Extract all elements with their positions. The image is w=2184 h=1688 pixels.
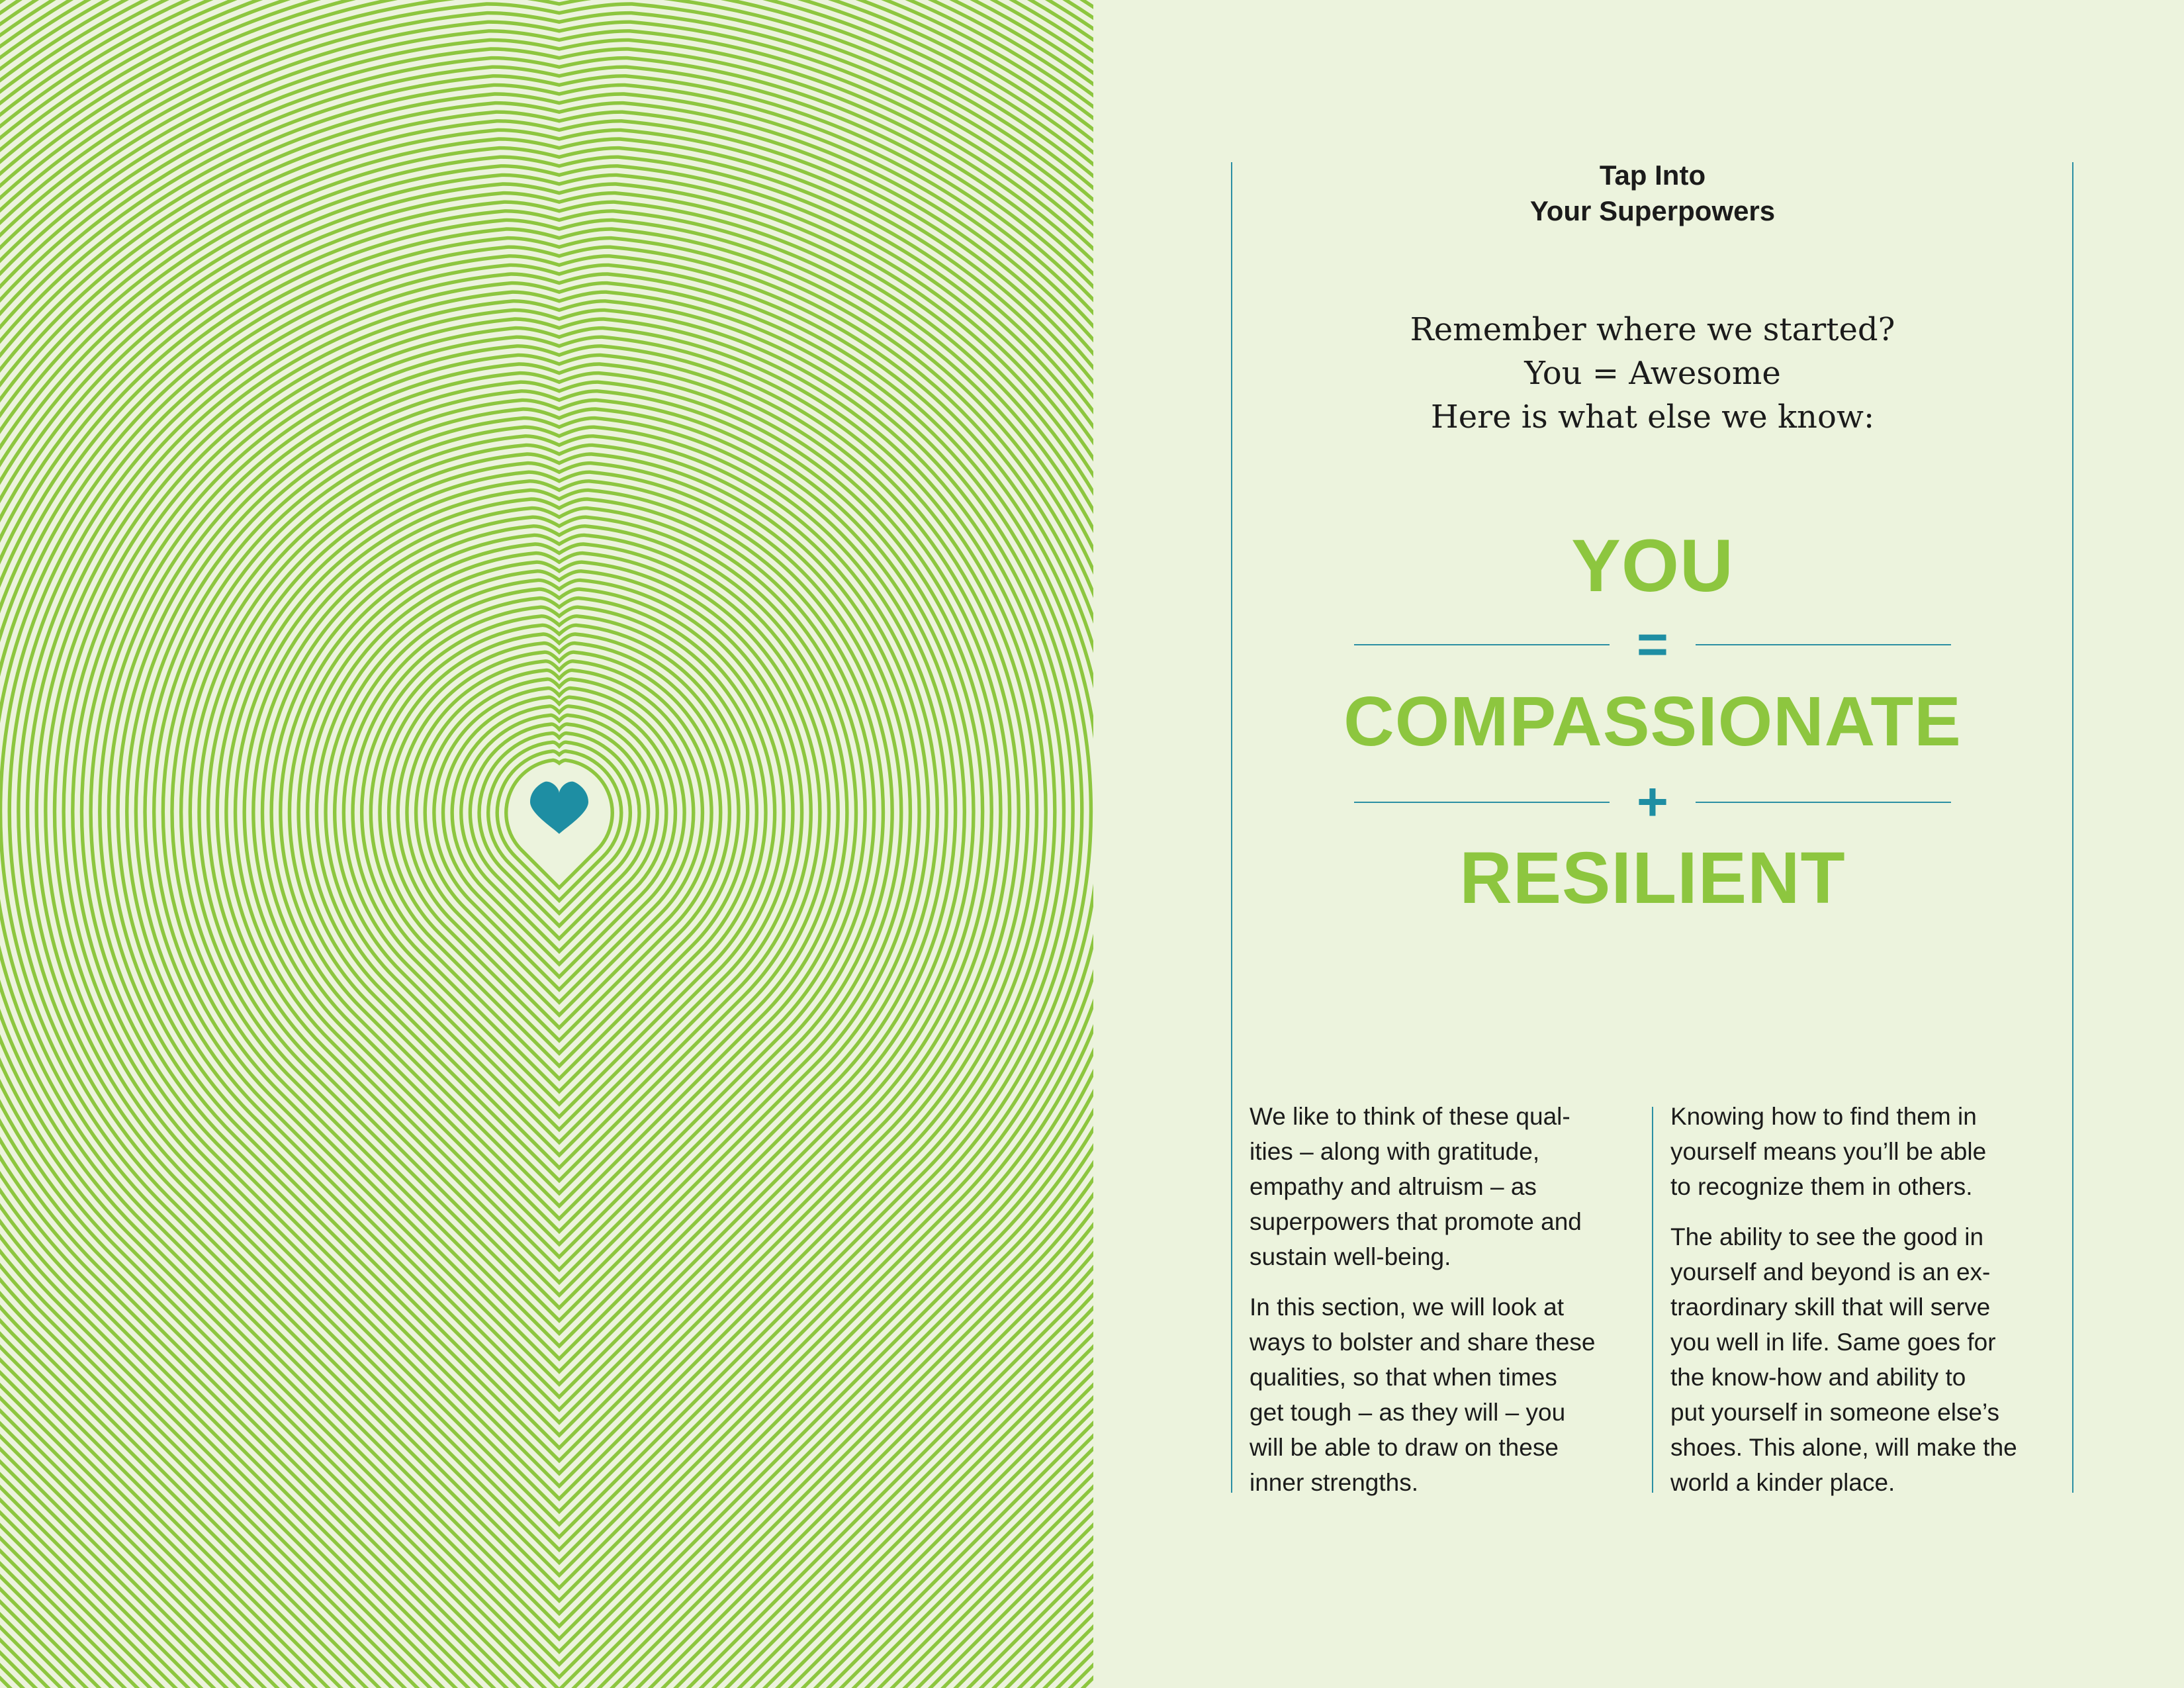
body-right-paragraph-2: The ability to see the good in yourself and beyond is an ex- traordinary skill that will serve you well in life. Same goes for the know-how and ability to put yourself in someone else’s shoes. This alone, will make the world a kinder place. — [1670, 1223, 2017, 1496]
concentric-line — [0, 130, 1093, 1688]
equals-sign: = — [1637, 614, 1668, 675]
equals-row — [1354, 614, 1951, 675]
body-column-left — [1250, 1099, 1640, 1515]
intro-line2: You = Awesome — [1524, 355, 1781, 392]
plus-sign: + — [1637, 772, 1668, 832]
heart-icon — [530, 782, 588, 834]
body-column-right — [1670, 1099, 2068, 1515]
section-title-line1: Tap Into — [1599, 160, 1706, 191]
section-title — [1232, 158, 2073, 229]
equals-rule-right — [1696, 644, 1951, 645]
plus-row — [1354, 772, 1951, 832]
section-title-line2: Your Superpowers — [1529, 195, 1776, 226]
body-right-paragraph-1: Knowing how to find them in yourself means you’ll be able to recognize them in others. — [1670, 1103, 1987, 1200]
plus-rule-right — [1696, 802, 1951, 803]
equation-term-resilient: RESILIENT — [1459, 837, 1846, 919]
equals-rule-left — [1354, 644, 1610, 645]
intro-line1: Remember where we started? — [1410, 311, 1895, 348]
column-divider-rule — [1652, 1107, 1653, 1493]
plus-rule-left — [1354, 802, 1610, 803]
intro-line3: Here is what else we know: — [1430, 399, 1875, 436]
body-left-paragraph-1: We like to think of these qual- ities – along with gratitude, empathy and altruism – as superpowers that promote and sustain well-being. — [1250, 1103, 1582, 1270]
body-left-paragraph-2: In this section, we will look at ways to bolster and share these qualities, so that when times get tough – as they will – you will be able to draw on these inner strengths. — [1250, 1293, 1596, 1496]
concentric-line — [434, 688, 684, 990]
intro-text — [1232, 308, 2073, 439]
equation-term-compassionate: COMPASSIONATE — [1343, 682, 1962, 761]
equation-term-you: YOU — [1571, 524, 1734, 607]
